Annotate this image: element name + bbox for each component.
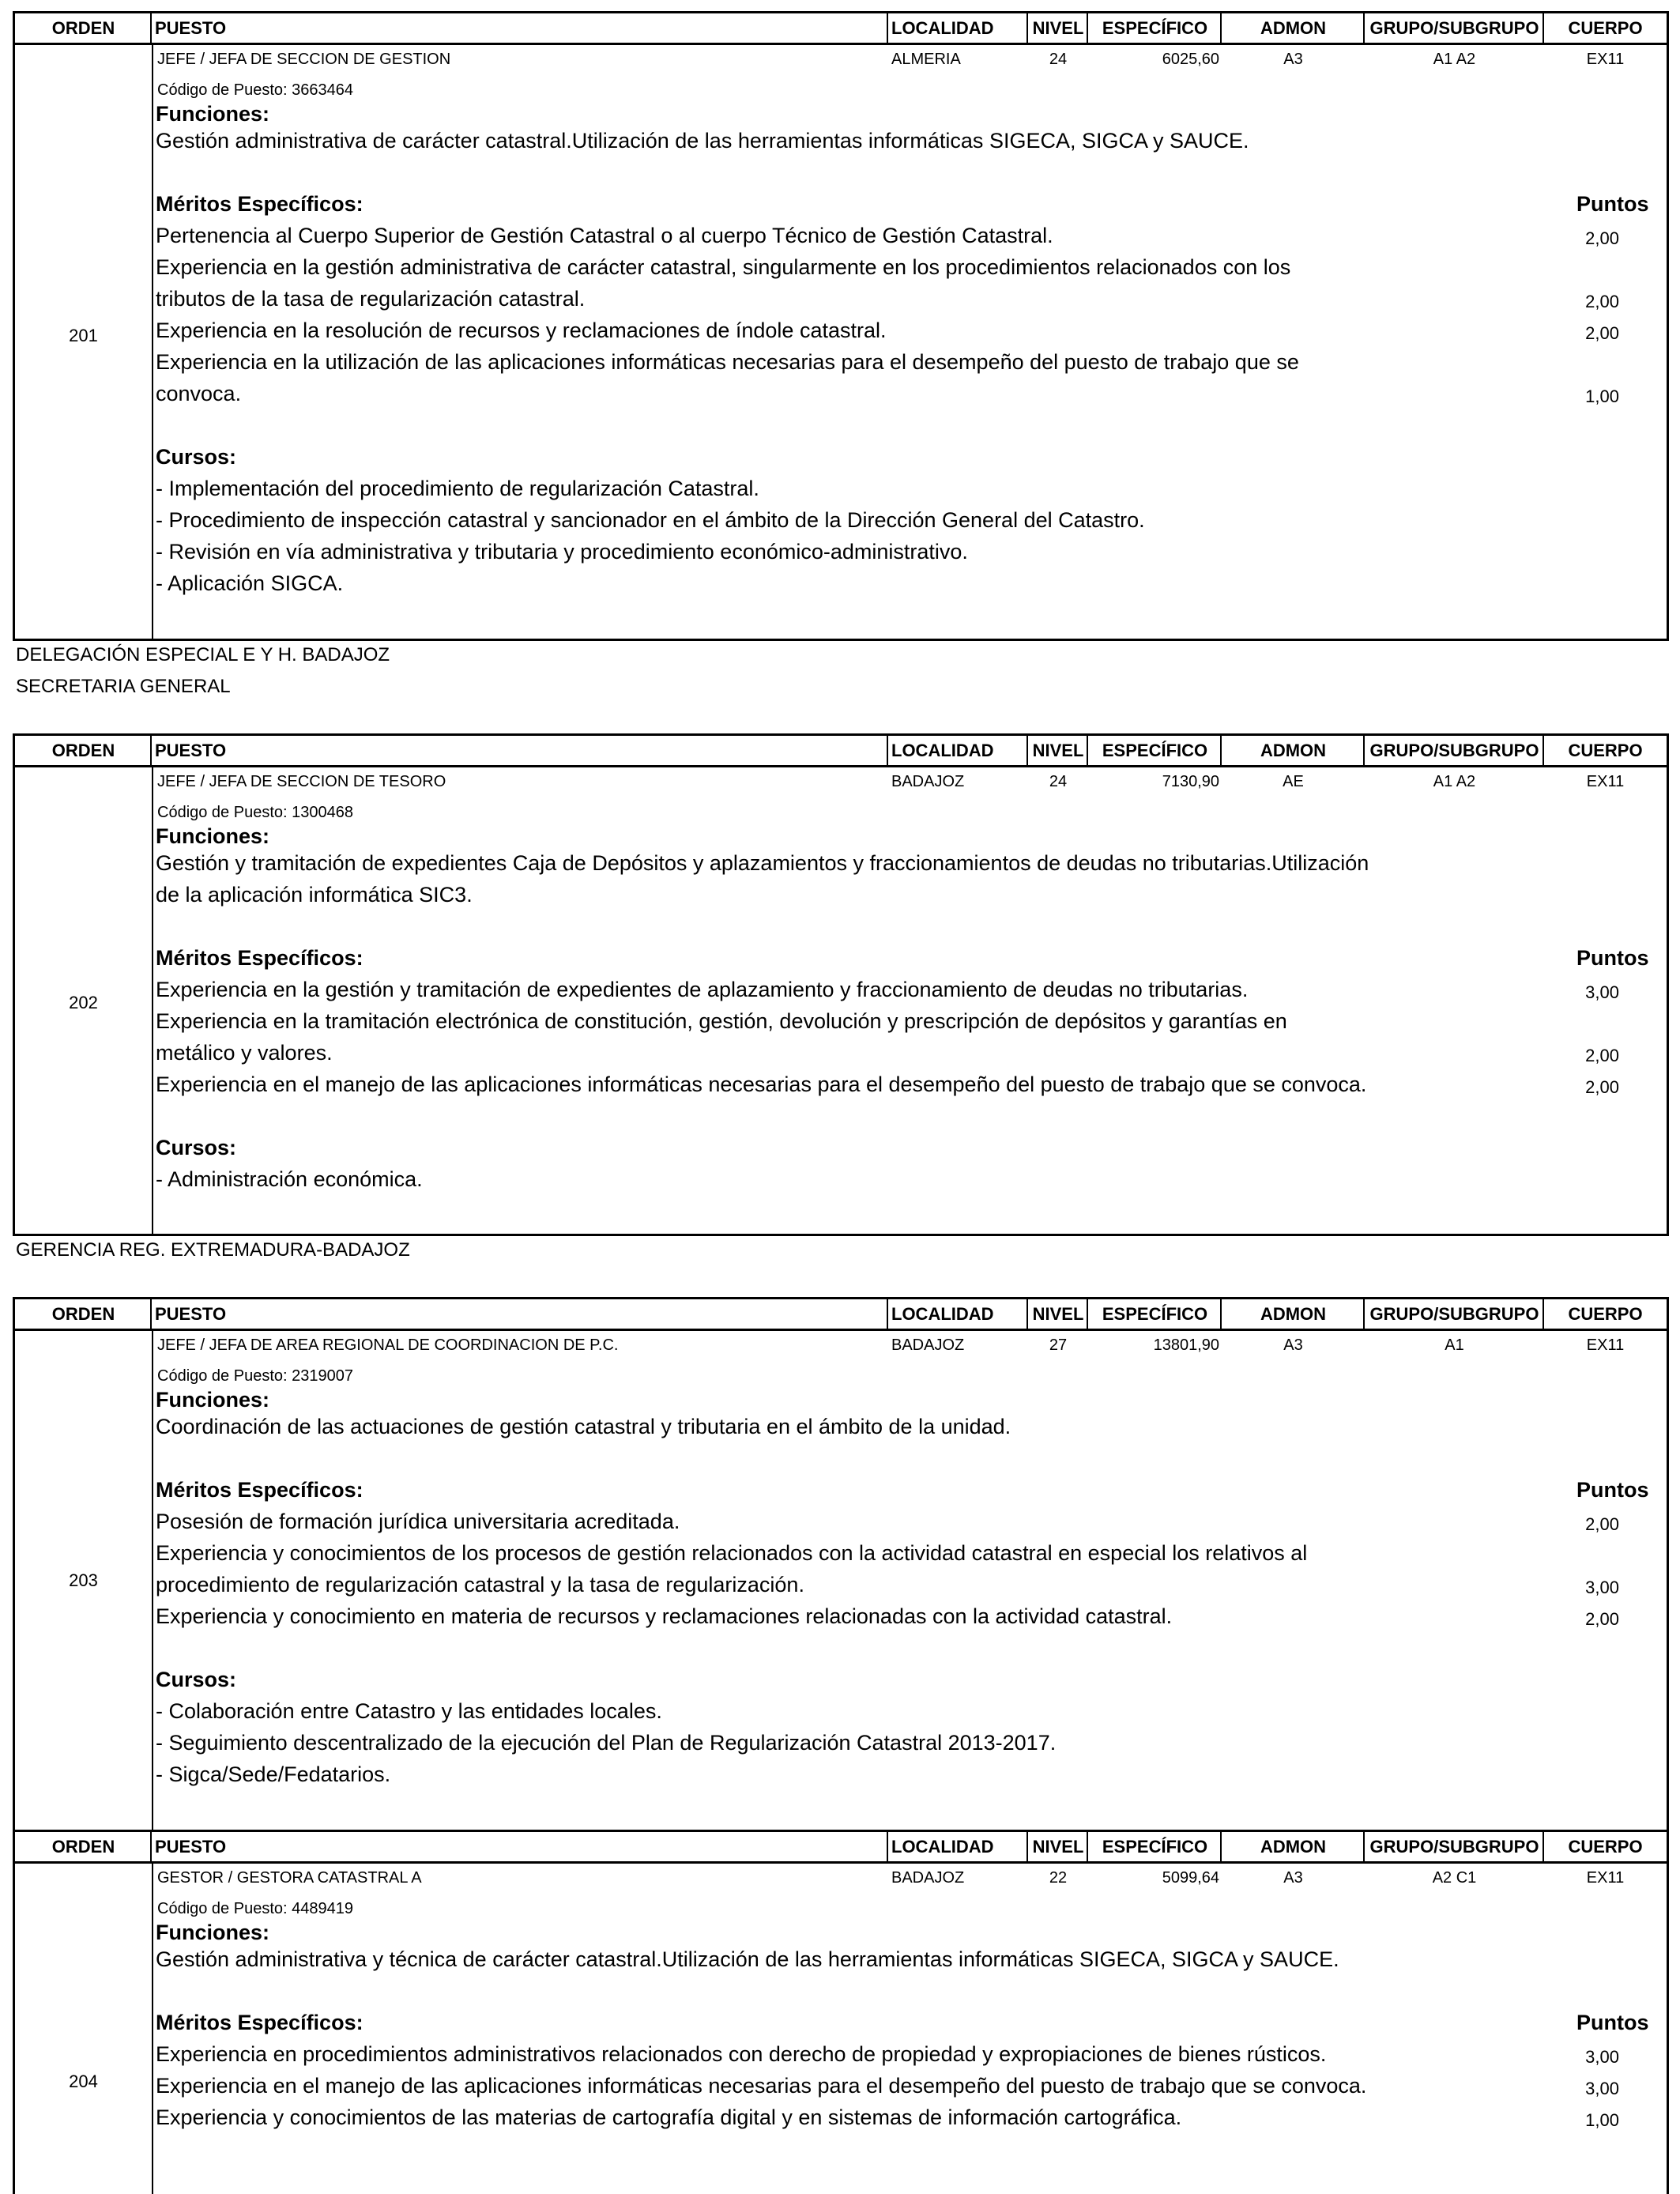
header-especifico: ESPECÍFICO — [1102, 18, 1208, 38]
horizontal-rule — [13, 639, 1669, 641]
cuerpo-value: EX11 — [1586, 51, 1625, 68]
merito-text: Experiencia en la tramitación electrónica de constitución, gestión, devolución y prescripción de depósitos y garantías en — [156, 1009, 1287, 1033]
column-divider — [887, 1299, 888, 1329]
funciones-text: Gestión administrativa de carácter catastral.Utilización de las herramientas informáticas SIGECA, SIGCA y SAUCE. — [156, 129, 1249, 153]
merito-text: Pertenencia al Cuerpo Superior de Gestión Catastral o al cuerpo Técnico de Gestión Catastral. — [156, 224, 1053, 247]
cursos-label: Cursos: — [156, 1668, 237, 1691]
header-grupo: GRUPO/SUBGRUPO — [1369, 741, 1539, 760]
especifico-value: 7130,90 — [1162, 773, 1219, 790]
horizontal-rule — [13, 1234, 1669, 1236]
section-heading: SECRETARIA GENERAL — [16, 676, 231, 697]
merito-puntos: 1,00 — [1585, 386, 1619, 406]
column-divider — [887, 1832, 888, 1861]
admon-value: A3 — [1283, 51, 1303, 68]
table-header — [13, 11, 1669, 45]
merito-puntos: 3,00 — [1585, 1578, 1619, 1597]
merito-puntos: 1,00 — [1585, 2110, 1619, 2130]
puntos-label: Puntos — [1576, 2011, 1649, 2034]
puesto-name: GESTOR / GESTORA CATASTRAL A — [157, 1869, 422, 1887]
especifico-value: 5099,64 — [1162, 1869, 1219, 1887]
curso-item: - Seguimiento descentralizado de la ejecución del Plan de Regularización Catastral 2013-2017. — [156, 1731, 1057, 1755]
merito-text: Experiencia en el manejo de las aplicaciones informáticas necesarias para el desempeño del puesto de trabajo que se convoca. — [156, 2074, 1367, 2098]
header-cuerpo: CUERPO — [1568, 1304, 1643, 1324]
cuerpo-value: EX11 — [1586, 1869, 1625, 1887]
funciones-text: Coordinación de las actuaciones de gestión catastral y tributaria en el ámbito de la unidad. — [156, 1415, 1011, 1438]
column-divider — [150, 1299, 152, 1329]
orden-number: 202 — [69, 993, 98, 1012]
header-especifico: ESPECÍFICO — [1102, 741, 1208, 760]
puntos-label: Puntos — [1576, 946, 1649, 970]
merito-text: Experiencia en la utilización de las aplicaciones informáticas necesarias para el desempeño del puesto de trabajo que se — [156, 350, 1299, 374]
merito-puntos: 2,00 — [1585, 292, 1619, 311]
header-cuerpo: CUERPO — [1568, 18, 1643, 38]
table-header — [13, 1830, 1669, 1864]
table-header — [13, 733, 1669, 767]
meritos-label: Méritos Específicos: — [156, 946, 363, 970]
column-divider — [150, 13, 152, 43]
codigo-puesto: Código de Puesto: 2319007 — [157, 1367, 353, 1385]
merito-text: Experiencia y conocimiento en materia de recursos y reclamaciones relacionadas con la actividad catastral. — [156, 1604, 1173, 1628]
codigo-puesto: Código de Puesto: 4489419 — [157, 1900, 353, 1917]
header-localidad: LOCALIDAD — [891, 741, 994, 760]
funciones-text: de la aplicación informática SIC3. — [156, 883, 473, 907]
merito-text: tributos de la tasa de regularización catastral. — [156, 287, 586, 311]
merito-text: procedimiento de regularización catastral y la tasa de regularización. — [156, 1573, 804, 1596]
header-puesto: PUESTO — [155, 18, 227, 38]
header-nivel: NIVEL — [1032, 741, 1084, 760]
especifico-value: 6025,60 — [1162, 51, 1219, 68]
column-divider — [887, 736, 888, 765]
merito-text: Experiencia en la gestión y tramitación de expedientes de aplazamiento y fraccionamiento de deudas no tributarias. — [156, 978, 1249, 1001]
column-divider — [150, 1832, 152, 1861]
header-orden: ORDEN — [51, 18, 115, 38]
header-nivel: NIVEL — [1032, 1837, 1084, 1857]
meritos-label: Méritos Específicos: — [156, 2011, 363, 2034]
admon-value: AE — [1283, 773, 1304, 790]
header-puesto: PUESTO — [155, 1837, 227, 1857]
header-cuerpo: CUERPO — [1568, 741, 1643, 760]
header-admon: ADMON — [1260, 18, 1327, 38]
section-heading: GERENCIA REG. EXTREMADURA-BADAJOZ — [16, 1239, 410, 1261]
codigo-puesto: Código de Puesto: 1300468 — [157, 804, 353, 821]
grupo-value: A1 A2 — [1433, 51, 1476, 68]
header-orden: ORDEN — [51, 1837, 115, 1857]
header-localidad: LOCALIDAD — [891, 1304, 994, 1324]
localidad-value: BADAJOZ — [891, 1336, 965, 1354]
column-divider — [152, 765, 153, 1235]
puntos-label: Puntos — [1576, 1478, 1649, 1502]
meritos-label: Méritos Específicos: — [156, 1478, 363, 1502]
admon-value: A3 — [1283, 1336, 1303, 1354]
cursos-label: Cursos: — [156, 445, 237, 469]
puntos-label: Puntos — [1576, 192, 1649, 216]
cursos-label: Cursos: — [156, 1136, 237, 1159]
header-grupo: GRUPO/SUBGRUPO — [1369, 1837, 1539, 1857]
merito-text: Posesión de formación jurídica universitaria acreditada. — [156, 1510, 680, 1533]
curso-item: - Sigca/Sede/Fedatarios. — [156, 1762, 391, 1786]
funciones-label: Funciones: — [156, 824, 270, 848]
column-divider — [150, 736, 152, 765]
entry-row — [13, 1329, 1669, 1830]
funciones-text: Gestión y tramitación de expedientes Caja de Depósitos y aplazamientos y fraccionamientos de deudas no tributarias.Utilización — [156, 851, 1369, 875]
curso-item: - Colaboración entre Catastro y las entidades locales. — [156, 1699, 662, 1723]
especifico-value: 13801,90 — [1153, 1336, 1219, 1354]
merito-text: Experiencia y conocimientos de los procesos de gestión relacionados con la actividad catastral en especial los relativos al — [156, 1541, 1308, 1565]
table-header — [13, 1297, 1669, 1331]
grupo-value: A1 A2 — [1433, 773, 1476, 790]
merito-text: convoca. — [156, 382, 242, 405]
orden-number: 201 — [69, 326, 98, 345]
column-divider — [152, 1861, 153, 2194]
curso-item: - Administración económica. — [156, 1167, 423, 1191]
column-divider — [152, 1329, 153, 1830]
entry-row — [13, 765, 1669, 1235]
localidad-value: BADAJOZ — [891, 773, 965, 790]
header-cuerpo: CUERPO — [1568, 1837, 1643, 1857]
localidad-value: BADAJOZ — [891, 1869, 965, 1887]
localidad-value: ALMERIA — [891, 51, 961, 68]
puesto-name: JEFE / JEFA DE SECCION DE TESORO — [157, 773, 446, 790]
entry-row — [13, 43, 1669, 640]
nivel-value: 27 — [1049, 1336, 1068, 1354]
header-especifico: ESPECÍFICO — [1102, 1304, 1208, 1324]
header-localidad: LOCALIDAD — [891, 18, 994, 38]
cuerpo-value: EX11 — [1586, 773, 1625, 790]
orden-number: 204 — [69, 2071, 98, 2091]
curso-item: - Revisión en vía administrativa y tributaria y procedimiento económico-administrativo. — [156, 540, 968, 564]
merito-puntos: 2,00 — [1585, 323, 1619, 343]
cuerpo-value: EX11 — [1586, 1336, 1625, 1354]
header-grupo: GRUPO/SUBGRUPO — [1369, 1304, 1539, 1324]
merito-puntos: 2,00 — [1585, 1514, 1619, 1534]
column-divider — [887, 13, 888, 43]
entry-row — [13, 1861, 1669, 2194]
nivel-value: 24 — [1049, 51, 1068, 68]
merito-puntos: 2,00 — [1585, 1077, 1619, 1097]
header-admon: ADMON — [1260, 741, 1327, 760]
column-divider — [152, 43, 153, 640]
header-admon: ADMON — [1260, 1304, 1327, 1324]
section-heading: DELEGACIÓN ESPECIAL E Y H. BADAJOZ — [16, 644, 390, 665]
merito-puntos: 2,00 — [1585, 1609, 1619, 1629]
header-localidad: LOCALIDAD — [891, 1837, 994, 1857]
nivel-value: 22 — [1049, 1869, 1068, 1887]
funciones-label: Funciones: — [156, 1388, 270, 1412]
curso-item: - Implementación del procedimiento de regularización Catastral. — [156, 477, 759, 500]
admon-value: A3 — [1283, 1869, 1303, 1887]
grupo-value: A1 — [1445, 1336, 1464, 1354]
header-orden: ORDEN — [51, 741, 115, 760]
header-especifico: ESPECÍFICO — [1102, 1837, 1208, 1857]
grupo-value: A2 C1 — [1432, 1869, 1477, 1887]
curso-item: - Aplicación SIGCA. — [156, 571, 344, 595]
header-admon: ADMON — [1260, 1837, 1327, 1857]
header-puesto: PUESTO — [155, 1304, 227, 1324]
puesto-name: JEFE / JEFA DE AREA REGIONAL DE COORDINACION DE P.C. — [157, 1336, 619, 1354]
header-grupo: GRUPO/SUBGRUPO — [1369, 18, 1539, 38]
merito-text: Experiencia en la gestión administrativa de carácter catastral, singularmente en los procedimientos relacionados con los — [156, 255, 1291, 279]
merito-text: Experiencia y conocimientos de las materias de cartografía digital y en sistemas de información cartográfica. — [156, 2105, 1182, 2129]
header-nivel: NIVEL — [1032, 18, 1084, 38]
merito-text: metálico y valores. — [156, 1041, 333, 1065]
merito-puntos: 3,00 — [1585, 2047, 1619, 2067]
merito-text: Experiencia en el manejo de las aplicaciones informáticas necesarias para el desempeño del puesto de trabajo que se convoca. — [156, 1072, 1367, 1096]
merito-puntos: 2,00 — [1585, 1046, 1619, 1065]
merito-puntos: 2,00 — [1585, 228, 1619, 248]
funciones-label: Funciones: — [156, 1921, 270, 1944]
nivel-value: 24 — [1049, 773, 1068, 790]
merito-text: Experiencia en procedimientos administrativos relacionados con derecho de propiedad y expropiaciones de bienes rústicos. — [156, 2042, 1327, 2066]
header-puesto: PUESTO — [155, 741, 227, 760]
orden-number: 203 — [69, 1570, 98, 1590]
header-orden: ORDEN — [51, 1304, 115, 1324]
puesto-name: JEFE / JEFA DE SECCION DE GESTION — [157, 51, 451, 68]
merito-puntos: 3,00 — [1585, 2079, 1619, 2098]
header-nivel: NIVEL — [1032, 1304, 1084, 1324]
funciones-label: Funciones: — [156, 102, 270, 126]
curso-item: - Procedimiento de inspección catastral y sancionador en el ámbito de la Dirección General del Catastro. — [156, 508, 1145, 532]
funciones-text: Gestión administrativa y técnica de carácter catastral.Utilización de las herramientas informáticas SIGECA, SIGCA y SAUCE. — [156, 1947, 1339, 1971]
codigo-puesto: Código de Puesto: 3663464 — [157, 81, 353, 99]
merito-puntos: 3,00 — [1585, 982, 1619, 1002]
merito-text: Experiencia en la resolución de recursos y reclamaciones de índole catastral. — [156, 319, 887, 342]
meritos-label: Méritos Específicos: — [156, 192, 363, 216]
